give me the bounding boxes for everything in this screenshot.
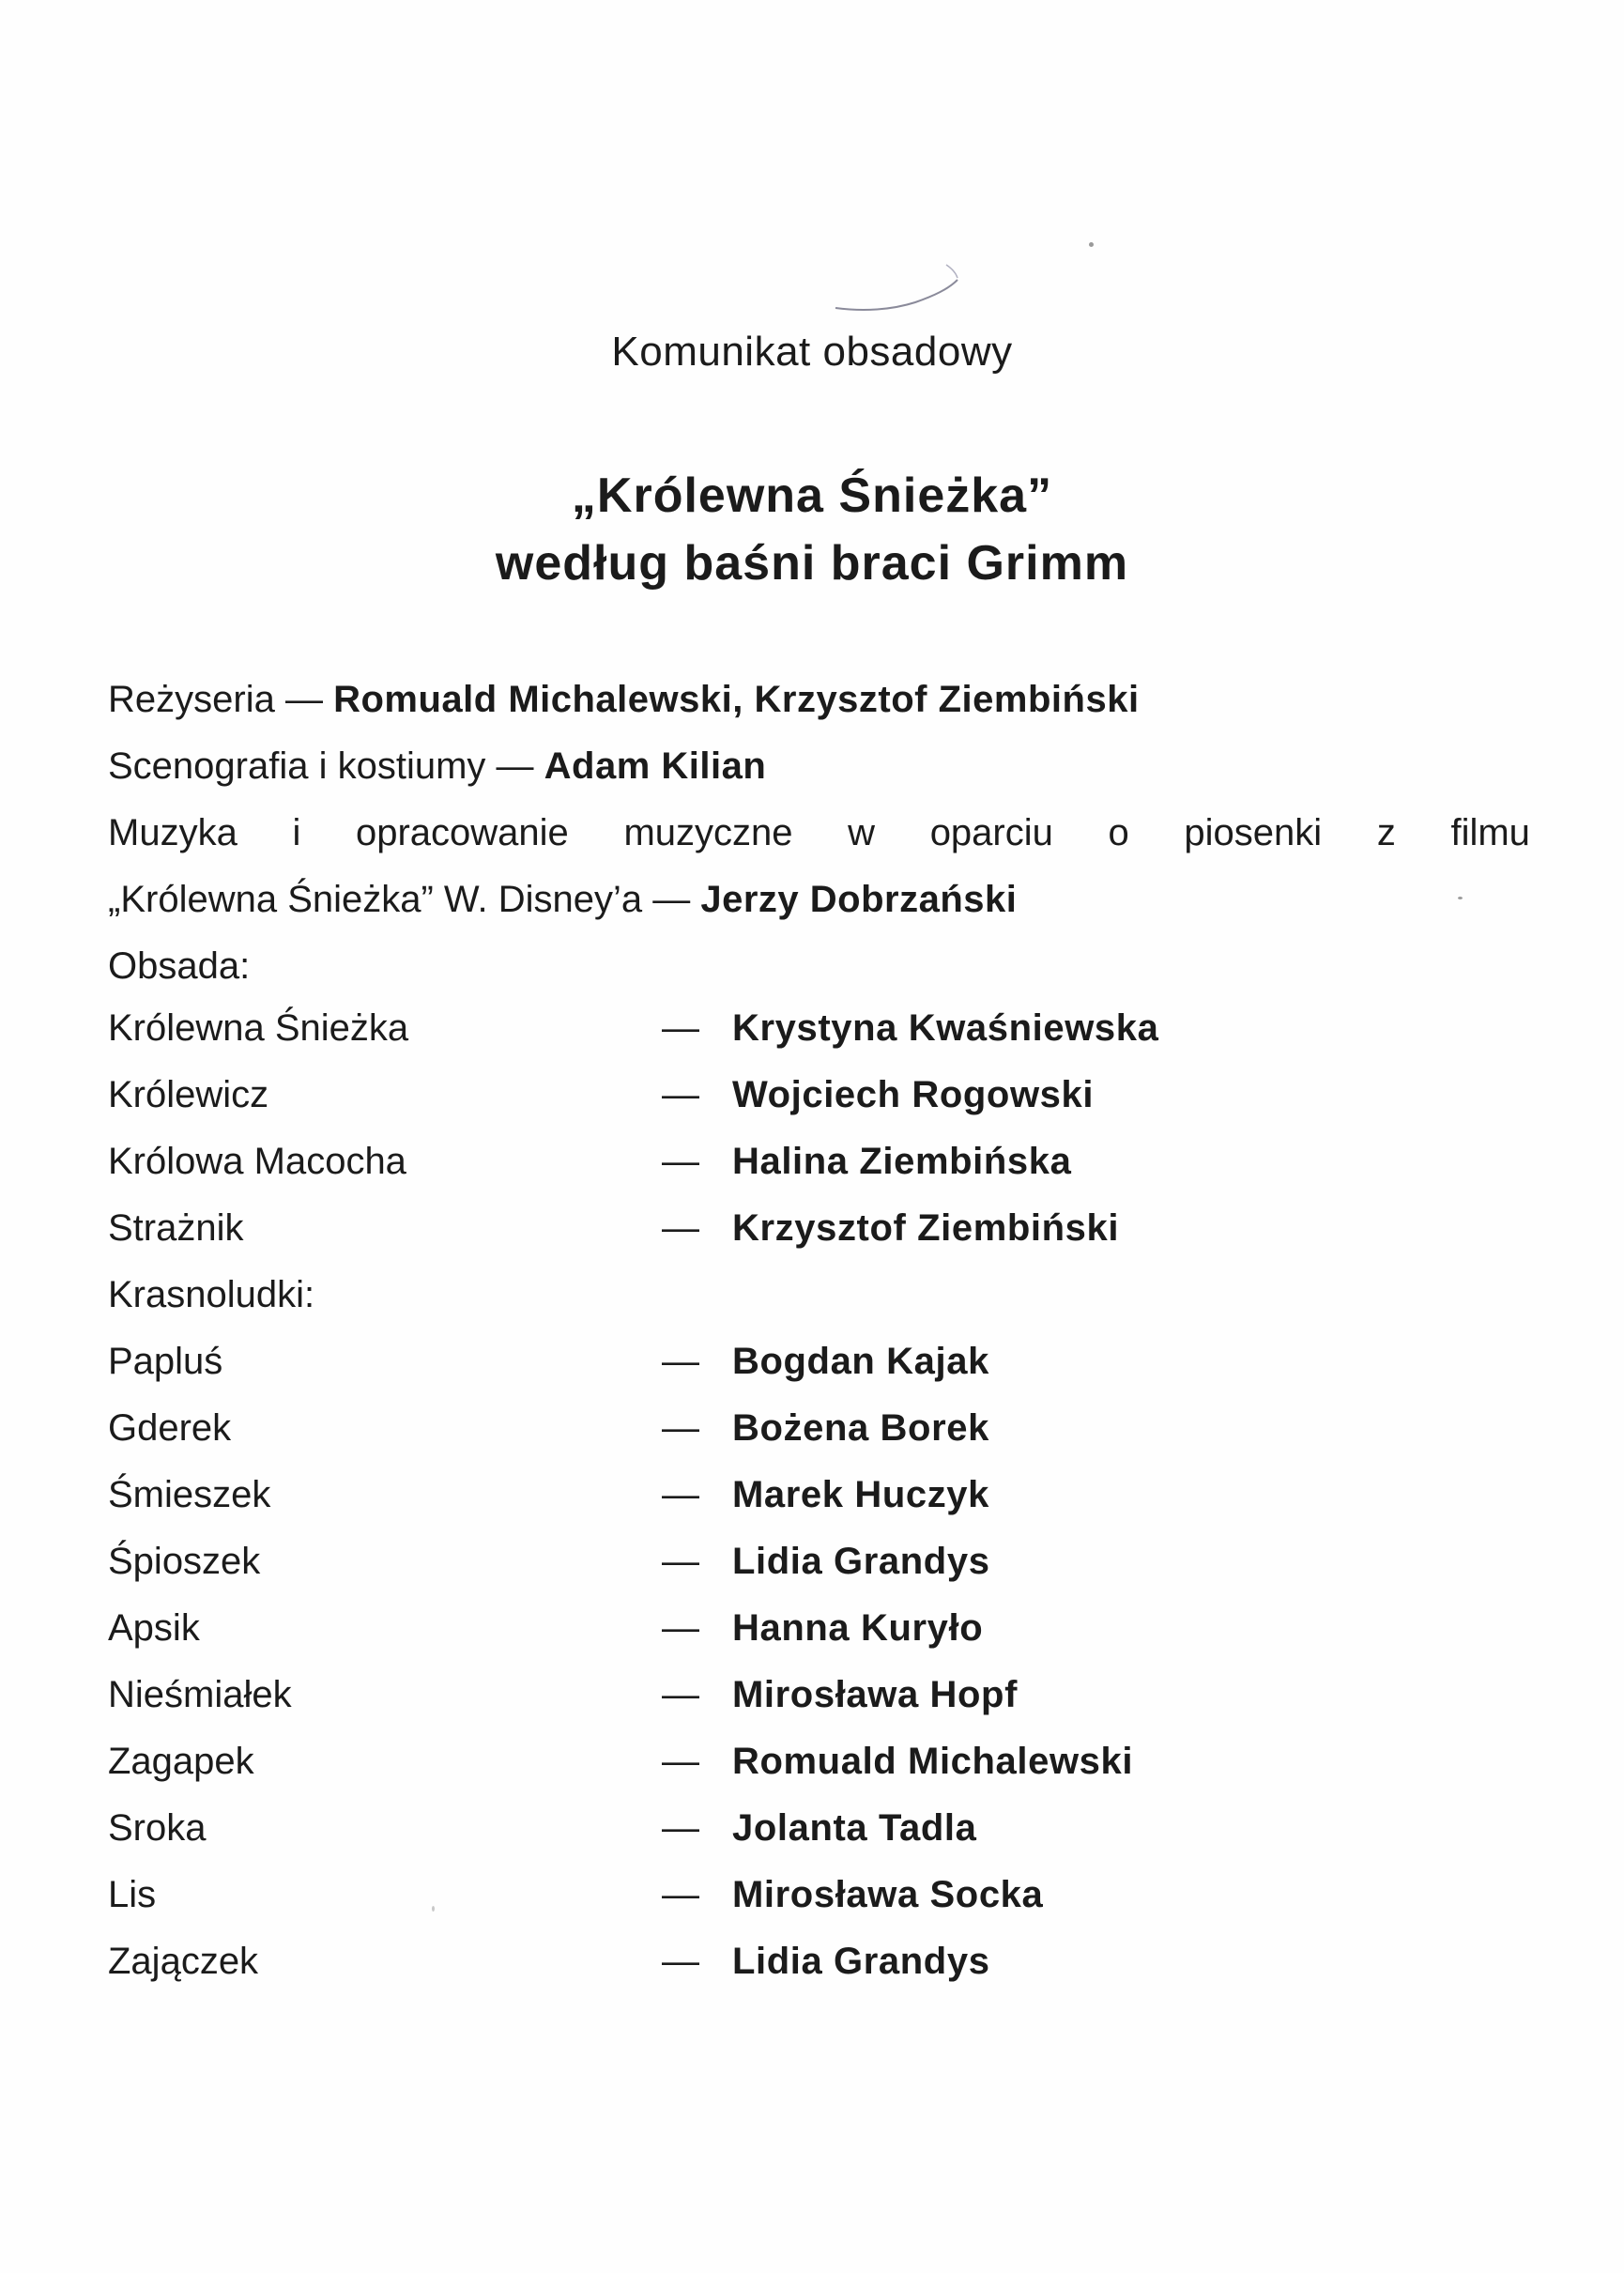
cast-dash: — xyxy=(662,1341,699,1382)
role-name: Gderek xyxy=(108,1407,232,1449)
music-word: filmu xyxy=(1450,812,1530,853)
cast-row xyxy=(108,1595,1516,1662)
cast-row xyxy=(108,1195,1516,1262)
music-credit-line2 xyxy=(108,867,1544,933)
role-name: Śmieszek xyxy=(108,1474,271,1515)
role-name: Sroka xyxy=(108,1807,207,1849)
actor-name: Mirosława Socka xyxy=(732,1874,1044,1915)
actor-name: Romuald Michalewski xyxy=(732,1741,1134,1782)
role-name: Królewicz xyxy=(108,1074,269,1115)
cast-dash: — xyxy=(662,1074,699,1115)
play-title-line: „Królewna Śnieżka” xyxy=(571,468,1053,523)
cast-dash: — xyxy=(662,1941,699,1982)
pencil-mark xyxy=(826,253,976,319)
music-word: o xyxy=(1108,812,1129,853)
cast-row xyxy=(108,1062,1516,1129)
music-word: w xyxy=(848,812,876,853)
role-name: Apsik xyxy=(108,1607,200,1649)
role-name: Zajączek xyxy=(108,1941,259,1982)
actor-name: Krystyna Kwaśniewska xyxy=(732,1007,1159,1049)
role-name: Papluś xyxy=(108,1341,223,1382)
role-name: Nieśmiałek xyxy=(108,1674,292,1715)
actor-name: Mirosława Hopf xyxy=(732,1674,1018,1715)
credit-names: Romuald Michalewski, Krzysztof Ziembiński xyxy=(333,679,1140,720)
direction-credit xyxy=(108,667,1544,733)
cast-row xyxy=(108,1928,1516,1995)
music-word: piosenki xyxy=(1184,812,1323,853)
play-subtitle-line: według baśni braci Grimm xyxy=(495,536,1129,591)
actor-name: Lidia Grandys xyxy=(732,1541,990,1582)
credit-names: Jerzy Dobrzański xyxy=(700,879,1018,920)
cast-dash: — xyxy=(662,1141,699,1182)
actor-name: Bogdan Kajak xyxy=(732,1341,989,1382)
paper-speck xyxy=(1089,242,1094,247)
music-word: Muzyka xyxy=(108,812,237,853)
cast-list xyxy=(108,995,1516,1995)
cast-row xyxy=(108,995,1516,1062)
actor-name: Wojciech Rogowski xyxy=(732,1074,1095,1115)
actor-name: Krzysztof Ziembiński xyxy=(732,1207,1120,1249)
actor-name: Bożena Borek xyxy=(732,1407,989,1449)
cast-row xyxy=(108,1795,1516,1862)
cast-row xyxy=(108,1662,1516,1728)
dwarfs-heading xyxy=(108,1262,1516,1328)
music-credit-line1 xyxy=(108,800,1530,867)
cast-row xyxy=(108,1528,1516,1595)
cast-dash: — xyxy=(662,1807,699,1849)
actor-name: Jolanta Tadla xyxy=(732,1807,977,1849)
music-word: z xyxy=(1376,812,1396,853)
scenography-credit xyxy=(108,733,1544,800)
music-word: muzyczne xyxy=(623,812,793,853)
cast-dash: — xyxy=(662,1207,699,1249)
credit-dash: — xyxy=(284,679,323,720)
actor-name: Marek Huczyk xyxy=(732,1474,989,1515)
cast-dash: — xyxy=(662,1474,699,1515)
cast-heading: Obsada: xyxy=(108,945,251,987)
credit-label: „Królewna Śnieżka” W. Disney’a xyxy=(108,879,643,920)
role-name: Lis xyxy=(108,1874,157,1915)
actor-name: Lidia Grandys xyxy=(732,1941,990,1982)
cast-row xyxy=(108,1395,1516,1462)
music-word: opracowanie xyxy=(355,812,569,853)
role-name: Królowa Macocha xyxy=(108,1141,406,1182)
music-word: oparciu xyxy=(929,812,1053,853)
actor-name: Hanna Kuryło xyxy=(732,1607,984,1649)
credit-dash: — xyxy=(496,745,534,787)
actor-name: Halina Ziembińska xyxy=(732,1141,1072,1182)
credit-label: Reżyseria xyxy=(108,679,275,720)
cast-row xyxy=(108,1728,1516,1795)
cast-row xyxy=(108,1328,1516,1395)
cast-dash: — xyxy=(662,1407,699,1449)
credits-block xyxy=(108,667,1544,1000)
role-name: Śpioszek xyxy=(108,1541,261,1582)
cast-dash: — xyxy=(662,1541,699,1582)
cast-dash: — xyxy=(662,1741,699,1782)
play-title xyxy=(0,462,1624,597)
dwarfs-label: Krasnoludki: xyxy=(108,1274,315,1315)
role-name: Królewna Śnieżka xyxy=(108,1007,409,1049)
role-name: Zagapek xyxy=(108,1741,254,1782)
cast-dash: — xyxy=(662,1607,699,1649)
cast-row xyxy=(108,1129,1516,1195)
credit-names: Adam Kilian xyxy=(544,745,767,787)
cast-row xyxy=(108,1462,1516,1528)
credit-label: Scenografia i kostiumy xyxy=(108,745,486,787)
document-label: Komunikat obsadowy xyxy=(611,329,1013,375)
cast-dash: — xyxy=(662,1874,699,1915)
cast-row xyxy=(108,1862,1516,1928)
credit-dash: — xyxy=(652,879,691,920)
music-word: i xyxy=(292,812,301,853)
cast-dash: — xyxy=(662,1007,699,1049)
role-name: Strażnik xyxy=(108,1207,244,1249)
cast-dash: — xyxy=(662,1674,699,1715)
